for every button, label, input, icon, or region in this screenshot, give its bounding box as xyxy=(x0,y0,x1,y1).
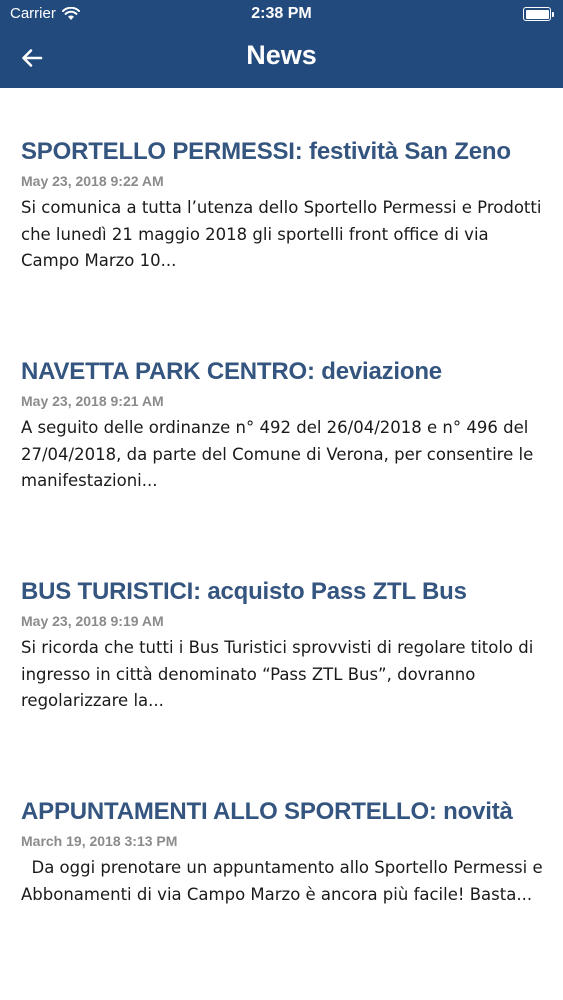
news-title: APPUNTAMENTI ALLO SPORTELLO: novità xyxy=(21,798,513,825)
news-item[interactable] xyxy=(21,528,542,748)
news-date: May 23, 2018 9:19 AM xyxy=(21,613,164,629)
news-date: May 23, 2018 9:22 AM xyxy=(21,173,164,189)
news-title: BUS TURISTICI: acquisto Pass ZTL Bus xyxy=(21,578,467,605)
news-list xyxy=(0,88,563,968)
battery-fill xyxy=(526,10,549,19)
news-item[interactable] xyxy=(21,748,548,968)
news-title: NAVETTA PARK CENTRO: deviazione xyxy=(21,358,442,385)
news-item[interactable] xyxy=(21,88,547,308)
news-excerpt: Si ricorda che tutti i Bus Turistici sprovvisti di regolare titolo di ingresso in città denominato “Pass ZTL Bus”, dovranno regolarizzare la... xyxy=(21,638,539,710)
carrier-label: Carrier xyxy=(10,5,56,22)
nav-bar xyxy=(0,30,563,88)
news-date: March 19, 2018 3:13 PM xyxy=(21,833,178,849)
news-date: May 23, 2018 9:21 AM xyxy=(21,393,164,409)
battery-icon xyxy=(523,7,551,21)
news-item[interactable] xyxy=(21,308,542,528)
top-bar xyxy=(0,0,563,88)
status-time: 2:38 PM xyxy=(251,5,312,22)
status-bar xyxy=(0,0,563,30)
news-title: SPORTELLO PERMESSI: festività San Zeno xyxy=(21,138,511,165)
page-title: News xyxy=(246,40,317,70)
news-excerpt: A seguito delle ordinanze n° 492 del 26/04/2018 e n° 496 del 27/04/2018, da parte del Comune di Verona, per consentire le manifestazioni... xyxy=(21,418,539,490)
news-excerpt: Da oggi prenotare un appuntamento allo Sportello Permessi e Abbonamenti di via Campo Marzo è ancora più facile! Basta... xyxy=(21,858,548,904)
news-excerpt: Si comunica a tutta l’utenza dello Sportello Permessi e Prodotti che lunedì 21 maggio 2018 gli sportelli front office di via Campo Marzo 10... xyxy=(21,198,547,270)
